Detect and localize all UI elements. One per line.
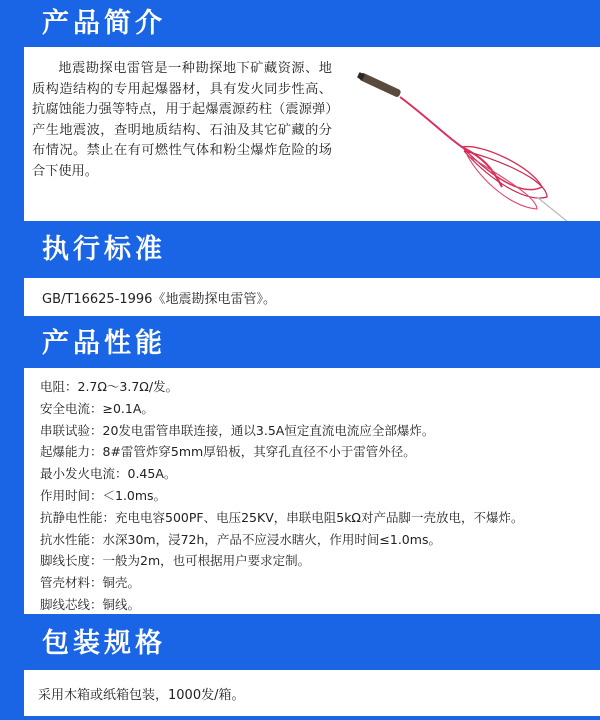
- packaging-text: 采用木箱或纸箱包装，1000发/箱。: [38, 688, 245, 703]
- performance-panel: [24, 368, 600, 614]
- spec-item: 抗水性能：水深30m，浸72h，产品不应浸水瞎火，作用时间≤1.0ms。: [40, 531, 441, 547]
- standard-text: GB/T16625-1996《地震勘探电雷管》。: [42, 292, 276, 307]
- section-title-standard: 执行标准: [42, 234, 166, 265]
- performance-list: [40, 376, 596, 616]
- intro-panel: [24, 47, 600, 221]
- spec-item: 起爆能力：8#雷管炸穿5mm厚铅板，其穿孔直径不小于雷管外径。: [40, 444, 416, 460]
- spec-item: 管壳材料：铜壳。: [40, 575, 141, 591]
- spec-item: 抗静电性能：充电电容500PF、电压25KV，串联电阻5kΩ对产品脚一壳放电，不爆炸。: [40, 509, 524, 525]
- spec-item: 串联试验：20发电雷管串联连接，通以3.5A恒定直流电流应全部爆炸。: [40, 422, 435, 438]
- detonator-product-image: [332, 47, 600, 221]
- spec-item: 最小发火电流：0.45A。: [40, 466, 177, 482]
- spec-item: 脚线长度：一般为2m，也可根据用户要求定制。: [40, 553, 311, 569]
- spec-item: 电阻：2.7Ω～3.7Ω/发。: [40, 379, 179, 394]
- section-title-performance: 产品性能: [42, 328, 166, 359]
- section-title-intro: 产品简介: [42, 8, 166, 39]
- standard-panel: [24, 278, 600, 316]
- detonator-shell: [358, 72, 401, 98]
- intro-text: 地震勘探电雷管是一种勘探地下矿藏资源、地质构造结构的专用起爆器材，具有发火同步性高、抗腐蚀能力强等特点，用于起爆震源药柱（震源弹）产生地震波，查明地质结构、石油及其它矿藏的分布情况。禁止在有可燃性气体和粉尘爆炸危险的场合下使用。: [32, 61, 332, 179]
- packaging-panel: [24, 670, 600, 716]
- section-title-packaging: 包装规格: [42, 628, 166, 659]
- bare-wire-end: [537, 197, 594, 221]
- spec-item: 作用时间：＜1.0ms。: [40, 487, 167, 503]
- spec-item: 脚线芯线：铜线。: [40, 596, 141, 612]
- spec-item: 安全电流：≥0.1A。: [40, 400, 154, 416]
